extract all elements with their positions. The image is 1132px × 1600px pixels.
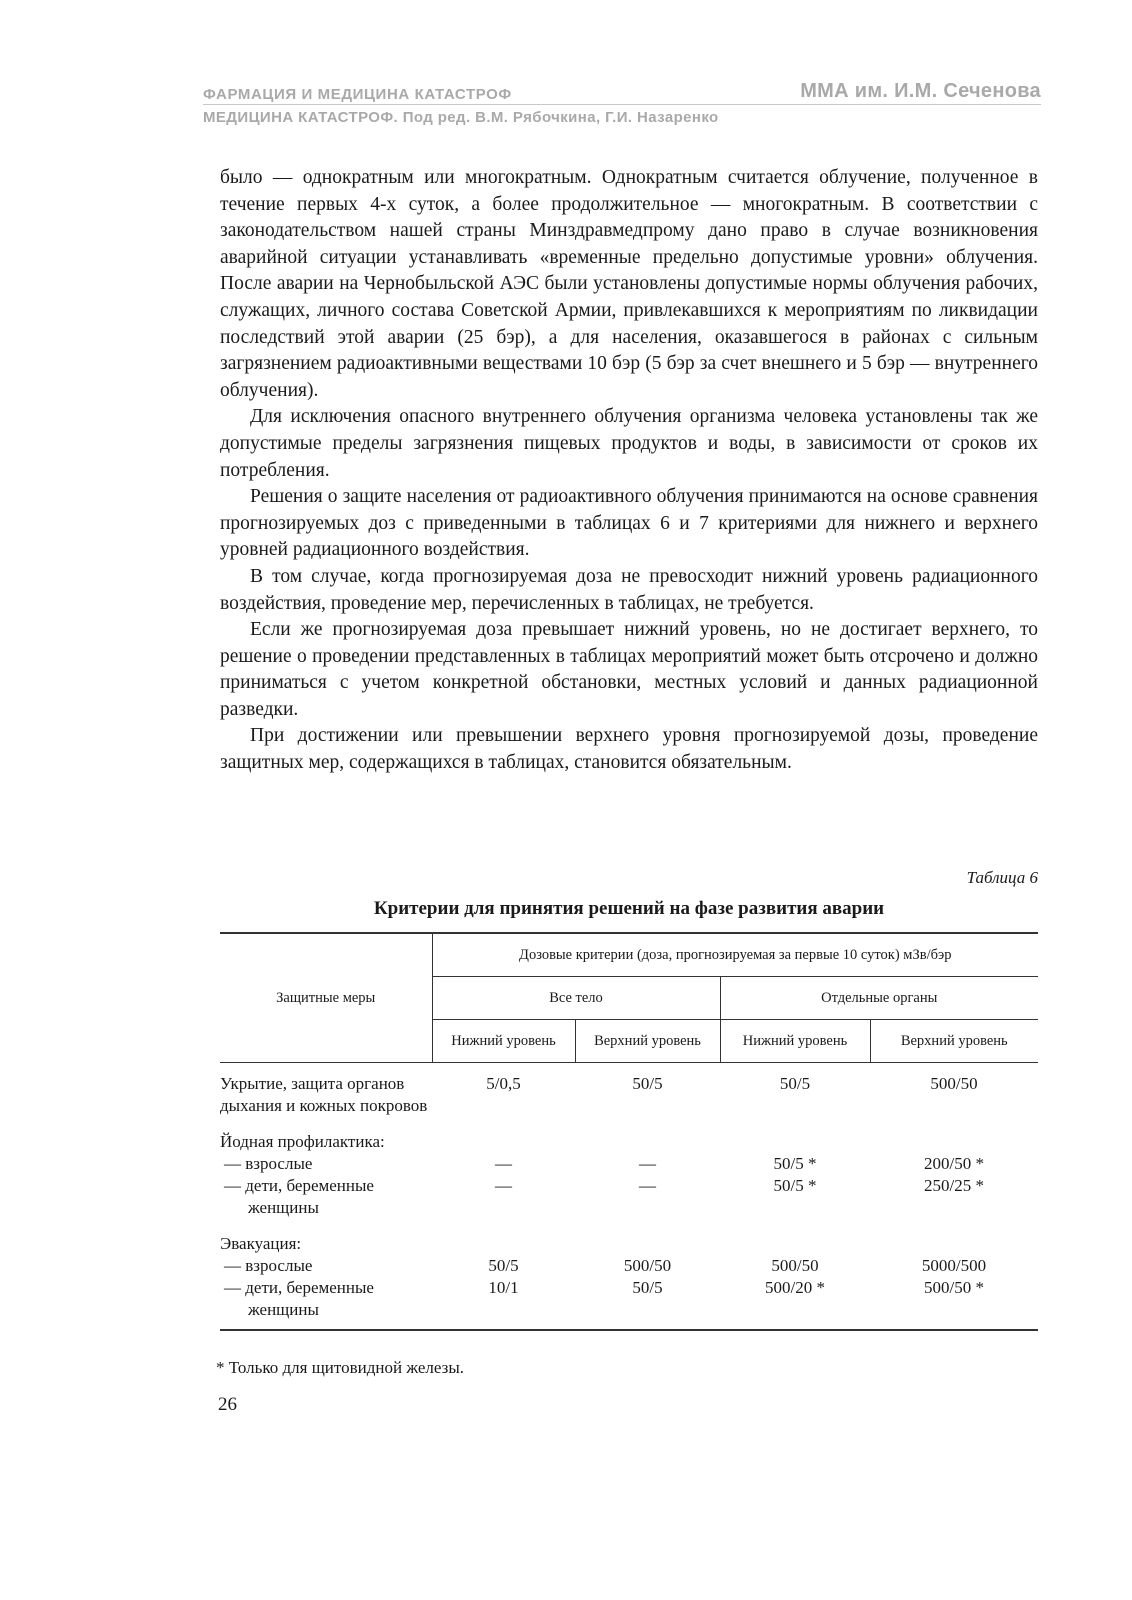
- table-cell: [720, 1131, 870, 1233]
- table-row: [220, 1063, 1038, 1132]
- value: 500/50: [771, 1256, 819, 1275]
- table-cell: [870, 1131, 1038, 1233]
- value: 50/5 *: [773, 1154, 817, 1173]
- value: 500/20 *: [765, 1278, 825, 1297]
- header-institution: ММА им. И.М. Сеченова: [800, 80, 1041, 102]
- value: 250/25 *: [924, 1176, 984, 1195]
- header-whole-body: Все тело: [432, 977, 720, 1020]
- paragraph: Решения о защите населения от радиоактивного облучения принимаются на основе сравнения прогнозируемых доз с приведенными в таблицах 6 и 7 критериями для нижнего и верхнего уровней радиационного воздействия.: [220, 486, 1038, 561]
- table-footnote: * Только для щитовидной железы.: [216, 1358, 465, 1377]
- table-caption: Таблица 6: [966, 868, 1038, 887]
- header-lower-level: Нижний уровень: [720, 1020, 870, 1063]
- subgroup-label: — дети, беременные: [224, 1278, 374, 1297]
- value: 50/5: [488, 1256, 519, 1275]
- table-cell: [432, 1233, 575, 1330]
- table-title: Критерии для принятия решений на фазе развития аварии: [373, 898, 885, 919]
- value: 500/50 *: [924, 1278, 984, 1297]
- value: —: [495, 1154, 512, 1173]
- paragraph: При достижении или превышении верхнего уровня прогнозируемой дозы, проведение защитных мер, содержащихся в таблицах, становится обязательным.: [220, 725, 1038, 774]
- header-upper-level: Верхний уровень: [870, 1020, 1038, 1063]
- measure-label: [220, 1131, 432, 1233]
- value: 50/5 *: [773, 1176, 817, 1195]
- value: 500/50: [623, 1256, 672, 1275]
- header-lower-level: Нижний уровень: [432, 1020, 575, 1063]
- value: —: [495, 1176, 512, 1195]
- table-cell: [870, 1233, 1038, 1330]
- table-cell: 500/50: [930, 1074, 978, 1093]
- header-top-row: [203, 80, 1041, 105]
- paragraph: В том случае, когда прогнозируемая доза не превосходит нижний уровень радиационного воздействия, проведение мер, перечисленных в таблицах, не требуется.: [220, 565, 1038, 614]
- subgroup-label: — дети, беременные: [224, 1176, 374, 1195]
- table-cell: 5/0,5: [486, 1074, 521, 1093]
- table-cell: 50/5: [779, 1074, 811, 1093]
- value: 10/1: [488, 1278, 519, 1297]
- table-cell: [432, 1131, 575, 1233]
- measure-label: Укрытие, защита органов дыхания и кожных покровов: [220, 1074, 428, 1115]
- header-book-title: МЕДИЦИНА КАТАСТРОФ. Под ред. В.М. Рябочкина, Г.И. Назаренко: [203, 109, 719, 126]
- header-measures: Защитные меры: [220, 933, 432, 1063]
- value: 50/5: [632, 1278, 663, 1297]
- table-row: [220, 1233, 1038, 1330]
- header-upper-level: Верхний уровень: [575, 1020, 720, 1063]
- header-journal-title: ФАРМАЦИЯ И МЕДИЦИНА КАТАСТРОФ: [203, 86, 512, 103]
- paragraph: Если же прогнозируемая доза превышает нижний уровень, но не достигает верхнего, то решение о проведении представленных в таблицах мероприятий может быть отсрочено и должно приниматься с учетом конкретной обстановки, местных условий и данных радиационной разведки.: [220, 619, 1038, 720]
- value: 5000/500: [921, 1256, 987, 1275]
- subgroup-label-continued: женщины: [248, 1300, 319, 1319]
- subgroup-label: — взрослые: [224, 1154, 313, 1173]
- subgroup-label-continued: женщины: [248, 1198, 319, 1217]
- table-cell: [720, 1233, 870, 1330]
- criteria-table: [220, 932, 1038, 1331]
- subgroup-label: — взрослые: [224, 1256, 313, 1275]
- value: —: [639, 1154, 656, 1173]
- body-text: [220, 165, 1038, 777]
- header-dose-criteria: Дозовые критерии (доза, прогнозируемая за первые 10 суток) мЗв/бэр: [432, 933, 1038, 977]
- group-label: Эвакуация:: [220, 1234, 302, 1253]
- group-label: Йодная профилактика:: [220, 1132, 385, 1151]
- page-number: 26: [218, 1394, 237, 1415]
- header-organs: Отдельные органы: [720, 977, 1038, 1020]
- table-cell: [575, 1131, 720, 1233]
- table-row: [220, 1131, 1038, 1233]
- value: 200/50 *: [924, 1154, 984, 1173]
- table-cell: 50/5: [632, 1074, 663, 1093]
- measure-label: [220, 1233, 432, 1330]
- paragraph: было — однократным или многократным. Однократным считается облучение, полученное в течение первых 4-х суток, а более продолжительное — многократным. В соответствии с законодательством нашей страны Минздравмедпрому дано право в случае возникновения аварийной ситуации устанавливать «временные предельно допустимые уровни» облучения. После аварии на Чернобыльской АЭС были установлены допустимые нормы облучения рабочих, служащих, личного состава Советской Армии, привлекавшихся к мероприятиям по ликвидации последствий этой аварии (25 бэр), а для населения, оказавшегося в районах с сильным загрязнением радиоактивными веществами 10 бэр (5 бэр за счет внешнего и 5 бэр — внутреннего облучения).: [220, 167, 1038, 401]
- running-header: [203, 80, 1041, 126]
- value: —: [639, 1176, 656, 1195]
- table-cell: [575, 1233, 720, 1330]
- paragraph: Для исключения опасного внутреннего облучения организма человека установлены так же допустимые пределы загрязнения пищевых продуктов и воды, в зависимости от сроков их потребления.: [220, 406, 1038, 481]
